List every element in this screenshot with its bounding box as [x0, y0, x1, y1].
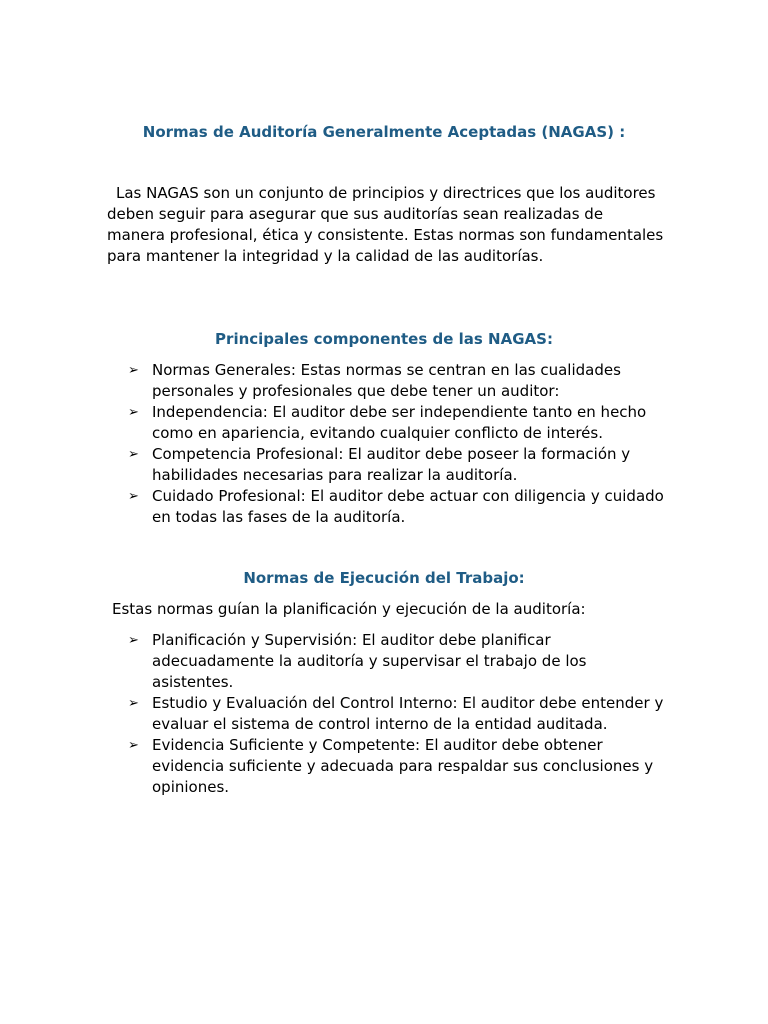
arrow-bullet-icon: ➢ — [128, 447, 139, 462]
page-title: Normas de Auditoría Generalmente Aceptadas (NAGAS) : — [142, 123, 626, 141]
list-item: ➢ Normas Generales: Estas normas se centran en las cualidades personales y profesionales que debe tener un auditor: — [128, 361, 621, 400]
list-item: ➢ Cuidado Profesional: El auditor debe actuar con diligencia y cuidado en todas las fases de la auditoría. — [128, 487, 664, 526]
arrow-bullet-icon: ➢ — [128, 363, 139, 378]
arrow-bullet-icon: ➢ — [128, 633, 139, 648]
execution-list — [128, 630, 668, 798]
intro-paragraph: Las NAGAS son un conjunto de principios y directrices que los auditores deben seguir para asegurar que sus auditorías sean realizadas de manera profesional, ética y consistente. Estas normas son fundamentales para mantener la integridad y la calidad de las auditorías. — [107, 184, 664, 265]
components-list — [128, 360, 668, 528]
list-item: ➢ Planificación y Supervisión: El auditor debe planificar adecuadamente la auditoría y supervisar el trabajo de los asistentes. — [128, 631, 587, 691]
arrow-bullet-icon: ➢ — [128, 405, 139, 420]
execution-intro: Estas normas guían la planificación y ejecución de la auditoría: — [112, 600, 586, 618]
components-heading: Principales componentes de las NAGAS: — [215, 330, 553, 348]
arrow-bullet-icon: ➢ — [128, 489, 139, 504]
list-item: ➢ Competencia Profesional: El auditor debe poseer la formación y habilidades necesarias para realizar la auditoría. — [128, 445, 631, 484]
list-item: ➢ Estudio y Evaluación del Control Interno: El auditor debe entender y evaluar el sistema de control interno de la entidad auditada. — [128, 694, 664, 733]
arrow-bullet-icon: ➢ — [128, 696, 139, 711]
list-item: ➢ Evidencia Suficiente y Competente: El auditor debe obtener evidencia suficiente y adecuada para respaldar sus conclusiones y opiniones. — [128, 736, 654, 796]
list-item: ➢ Independencia: El auditor debe ser independiente tanto en hecho como en apariencia, evitando cualquier conflicto de interés. — [128, 403, 647, 442]
arrow-bullet-icon: ➢ — [128, 738, 139, 753]
execution-heading: Normas de Ejecución del Trabajo: — [243, 569, 525, 587]
